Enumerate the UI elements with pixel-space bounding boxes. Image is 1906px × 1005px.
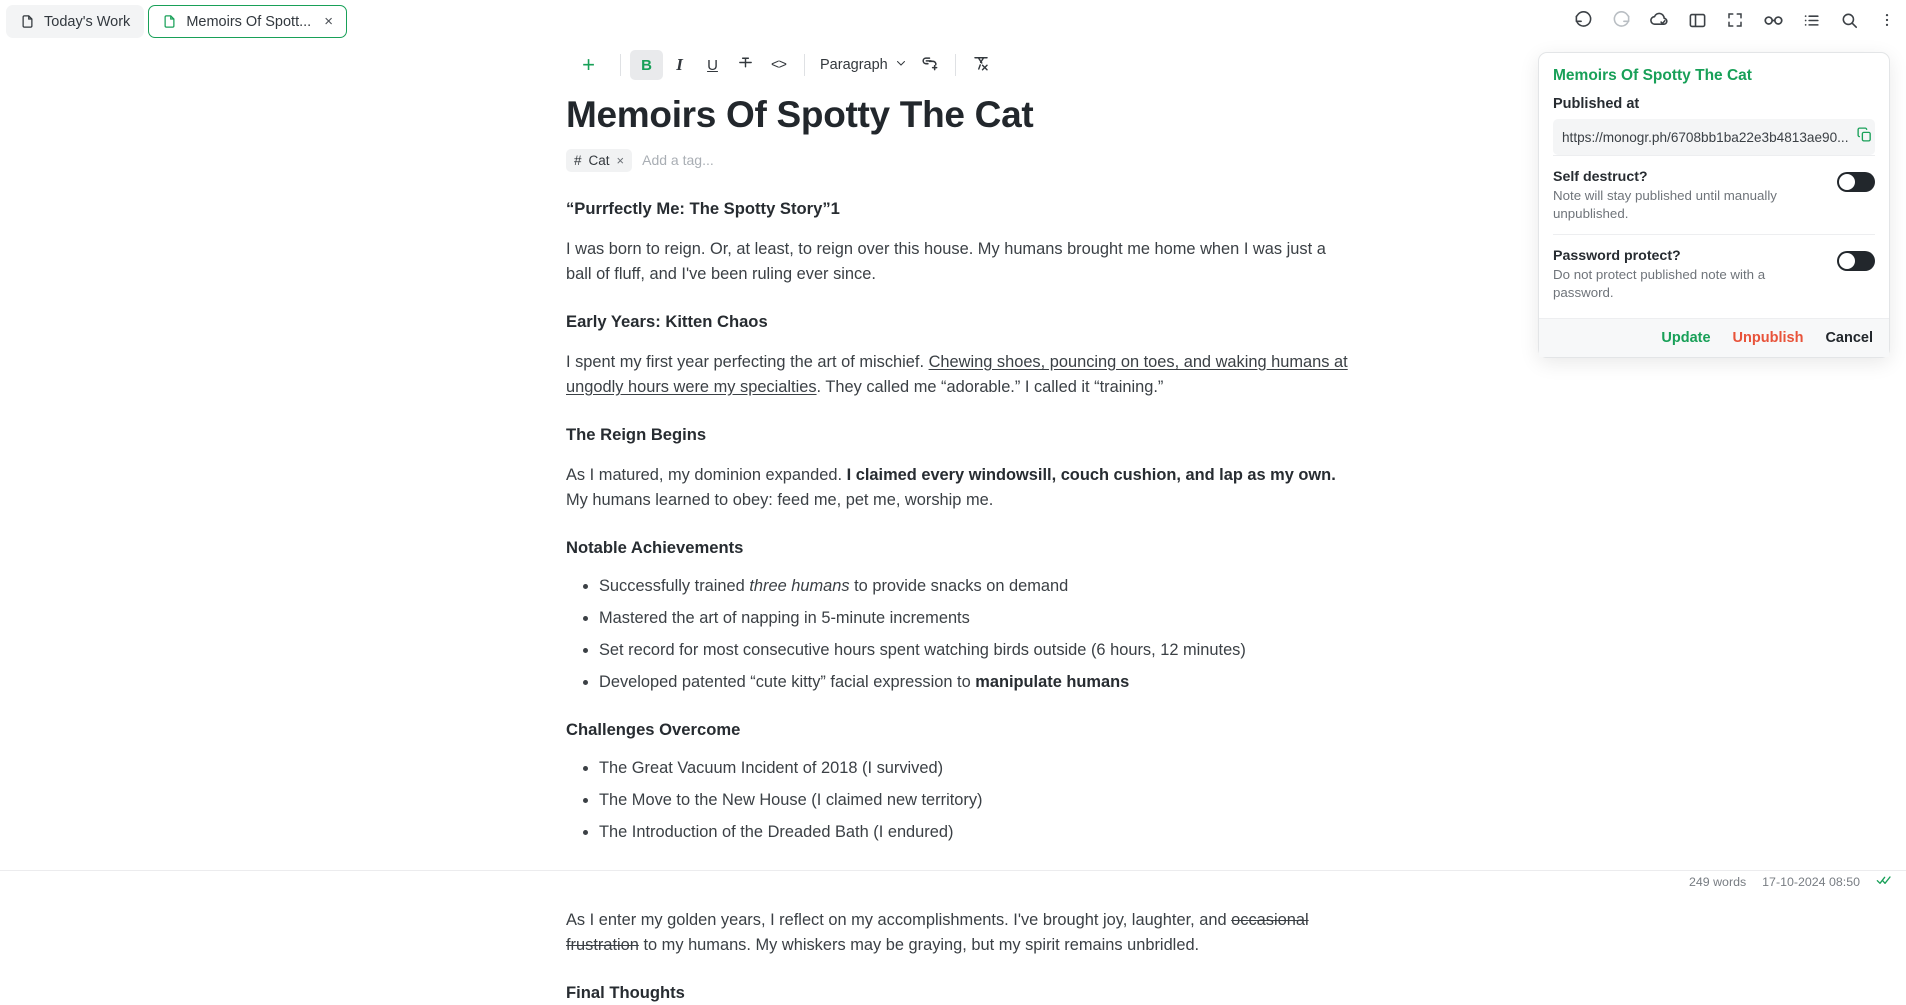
section-heading: The Reign Begins bbox=[566, 424, 707, 444]
clear-formatting-button[interactable] bbox=[965, 50, 998, 80]
top-icon-bar bbox=[1572, 3, 1898, 37]
block-type-label: Paragraph bbox=[820, 57, 888, 73]
double-check-saved-icon bbox=[1876, 872, 1892, 891]
redo-icon[interactable] bbox=[1610, 9, 1632, 31]
tab-bar bbox=[0, 0, 1906, 40]
copy-icon[interactable] bbox=[1856, 126, 1873, 148]
tab-label: Memoirs Of Spott... bbox=[186, 13, 312, 30]
outline-list-icon[interactable] bbox=[1800, 9, 1822, 31]
formatting-toolbar bbox=[566, 46, 1348, 84]
list-item: • Mastered the art of napping in 5-minute increments bbox=[599, 606, 1348, 631]
password-protect-title: Password protect? bbox=[1553, 248, 1681, 265]
self-destruct-title: Self destruct? bbox=[1553, 169, 1648, 185]
clear-formatting-icon bbox=[972, 54, 990, 77]
toggle-knob bbox=[1839, 174, 1855, 190]
section-heading: Final Thoughts bbox=[566, 982, 685, 1002]
tab-todays-work[interactable] bbox=[6, 5, 144, 38]
close-icon[interactable]: × bbox=[324, 13, 333, 30]
strikethrough-icon bbox=[737, 54, 754, 76]
paragraph: As I enter my golden years, I reflect on my accomplishments. I've brought joy, laughter, and occasional frustration to my humans. My whiskers may be graying, but my spirit remains unbridled. bbox=[566, 911, 1309, 954]
tag-row bbox=[566, 149, 1348, 172]
list-item: • The Introduction of the Dreaded Bath (I endured) bbox=[599, 820, 1348, 845]
add-tag-input[interactable]: Add a tag... bbox=[642, 152, 714, 169]
cancel-button[interactable]: Cancel bbox=[1825, 329, 1873, 346]
tag-chip-cat[interactable] bbox=[566, 149, 632, 172]
toolbar-divider bbox=[620, 54, 621, 76]
unpublish-button[interactable]: Unpublish bbox=[1732, 329, 1804, 346]
chevron-down-icon bbox=[895, 57, 907, 73]
published-url-row[interactable] bbox=[1553, 119, 1875, 155]
section-heading: Notable Achievements bbox=[566, 537, 744, 557]
tag-remove-icon[interactable]: × bbox=[616, 152, 625, 168]
more-options-icon[interactable] bbox=[1876, 9, 1898, 31]
self-destruct-description: Note will stay published until manually unpublished. bbox=[1553, 188, 1777, 221]
list-item: • Successfully trained three humans to provide snacks on demand bbox=[599, 574, 1348, 599]
document bbox=[558, 46, 1348, 1005]
list-item: • Set record for most consecutive hours spent watching birds outside (6 hours, 12 minutes) bbox=[599, 638, 1348, 663]
password-protect-description: Do not protect published note with a password. bbox=[1553, 267, 1766, 301]
publish-panel-actions bbox=[1539, 318, 1889, 357]
search-icon[interactable] bbox=[1838, 9, 1860, 31]
bullet-list bbox=[566, 756, 1348, 845]
password-protect-option bbox=[1553, 234, 1875, 313]
insert-link-icon bbox=[920, 53, 939, 77]
list-item: • Developed patented “cute kitty” facial expression to manipulate humans bbox=[599, 670, 1348, 695]
undo-icon[interactable] bbox=[1572, 9, 1594, 31]
add-block-button[interactable]: + bbox=[582, 52, 595, 77]
published-at-label: Published at bbox=[1553, 96, 1640, 112]
focus-mode-glasses-icon[interactable] bbox=[1762, 9, 1784, 31]
underline-label: U bbox=[707, 56, 718, 74]
bold-label: B bbox=[641, 56, 652, 74]
note-icon bbox=[20, 14, 35, 29]
last-saved-timestamp: 17-10-2024 08:50 bbox=[1762, 874, 1860, 889]
word-count: 249 words bbox=[1688, 874, 1747, 889]
italic-label: I bbox=[676, 55, 683, 74]
tab-label: Today's Work bbox=[44, 13, 131, 30]
bullet-list bbox=[566, 574, 1348, 695]
strikethrough-button[interactable] bbox=[729, 50, 762, 80]
section-heading: Challenges Overcome bbox=[566, 719, 741, 739]
tag-hash-icon: # bbox=[574, 152, 582, 168]
tag-label: Cat bbox=[588, 152, 610, 168]
publish-panel-body bbox=[1539, 53, 1889, 318]
fullscreen-icon[interactable] bbox=[1724, 9, 1746, 31]
bold-button[interactable] bbox=[630, 50, 663, 80]
list-item: • The Move to the New House (I claimed new territory) bbox=[599, 788, 1348, 813]
page-title[interactable]: Memoirs Of Spotty The Cat bbox=[566, 94, 1034, 135]
publish-panel-title: Memoirs Of Spotty The Cat bbox=[1553, 67, 1752, 84]
tab-memoirs-of-spotty[interactable] bbox=[148, 5, 347, 38]
list-item: • The Great Vacuum Incident of 2018 (I survived) bbox=[599, 756, 1348, 781]
italic-button[interactable] bbox=[663, 50, 696, 80]
cloud-synced-icon[interactable] bbox=[1648, 9, 1670, 31]
section-heading: “Purrfectly Me: The Spotty Story”1 bbox=[566, 198, 840, 218]
self-destruct-option bbox=[1553, 155, 1875, 234]
toolbar-divider bbox=[955, 54, 956, 76]
code-button[interactable] bbox=[762, 50, 795, 80]
code-label: <> bbox=[771, 57, 786, 73]
self-destruct-toggle[interactable] bbox=[1837, 172, 1875, 192]
insert-link-button[interactable] bbox=[913, 50, 946, 80]
toggle-knob bbox=[1839, 253, 1855, 269]
publish-settings-panel bbox=[1538, 52, 1890, 358]
status-bar bbox=[0, 870, 1906, 892]
block-type-dropdown[interactable] bbox=[814, 50, 913, 80]
toolbar-divider bbox=[804, 54, 805, 76]
paragraph: As I matured, my dominion expanded. I claimed every windowsill, couch cushion, and lap as my own. My humans learned to obey: feed me, pet me, worship me. bbox=[566, 465, 1336, 509]
paragraph: I spent my first year perfecting the art of mischief. Chewing shoes, pouncing on toes, and waking humans at ungodly hours were my specialties. They called me “adorable.” I called it “training.” bbox=[566, 352, 1348, 396]
underline-button[interactable] bbox=[696, 50, 729, 80]
note-icon bbox=[162, 14, 177, 29]
sidebar-panel-icon[interactable] bbox=[1686, 9, 1708, 31]
paragraph: I was born to reign. Or, at least, to reign over this house. My humans brought me home when I was just a ball of fluff, and I've been ruling ever since. bbox=[566, 239, 1326, 283]
published-url-text: https://monogr.ph/6708bb1ba22e3b4813ae90... bbox=[1562, 129, 1849, 145]
password-protect-toggle[interactable] bbox=[1837, 251, 1875, 271]
update-button[interactable]: Update bbox=[1661, 329, 1711, 346]
section-heading: Early Years: Kitten Chaos bbox=[566, 311, 768, 331]
